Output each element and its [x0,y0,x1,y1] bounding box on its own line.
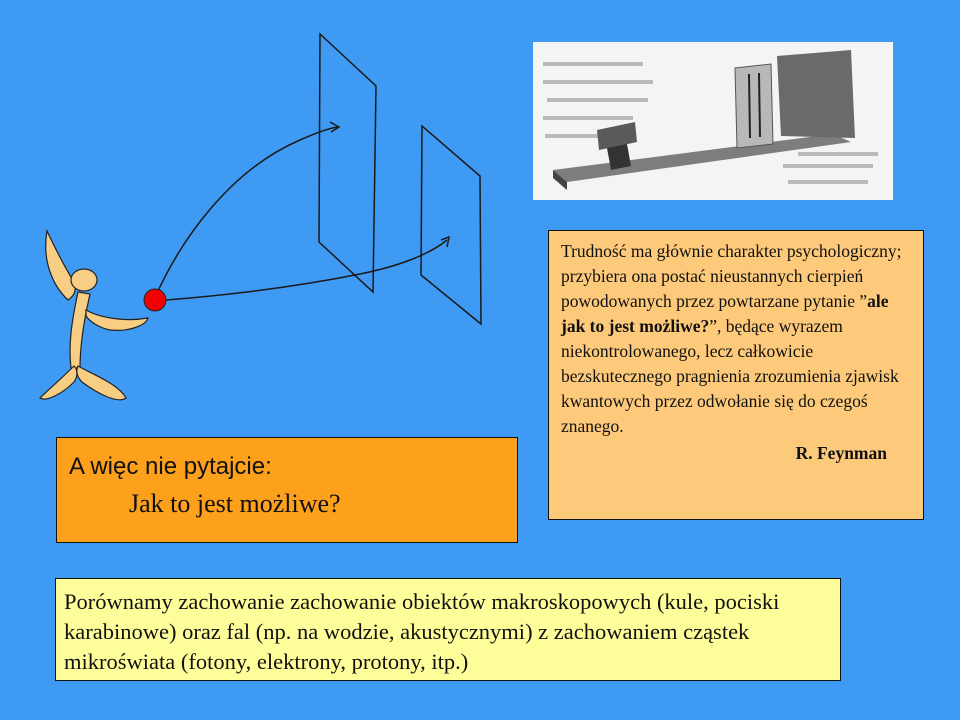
slit-two [759,73,760,137]
quote-text: Trudność ma głównie charakter psychologiczny; przybiera ona postać nieustannych cierpień powodowanych przez powtarzane pytanie ” [561,241,902,311]
slit-plate [735,64,773,148]
comparison-text: Porównamy zachowanie zachowanie obiektów makroskopowych (kule, pociski karabinowe) oraz fal (np. na wodzie, akustycznymi) z zachowaniem cząstek mikroświata (fotony, elektrony, protony, itp.) [64,589,780,674]
slit-one [749,74,750,138]
figure-pointing-arm [86,310,148,330]
figure-left-leg [40,366,77,399]
red-ball [144,289,166,311]
feynman-quote-box [548,230,924,520]
figure-right-leg [77,366,126,400]
source-box [597,122,637,150]
figure-body [70,292,90,368]
source-stand [607,144,631,170]
apparatus-photo [533,42,893,200]
comparison-box [55,578,841,681]
quote-author: R. Feynman [795,443,887,463]
second-screen [421,126,481,324]
thinking-figure [40,231,148,400]
figure-head [71,269,97,291]
quote-text-continued: ”, będące wyrazem niekontrolowanego, lecz całkowicie bezskutecznego pragnienia zrozumienia zjawisk kwantowych przez odwołanie się do czegoś znanego. [561,316,899,436]
first-screen [319,34,376,292]
question-box [56,437,518,543]
question-main: Jak to jest możliwe? [129,489,341,518]
upper-trajectory [154,127,338,300]
figure-raised-arm [46,231,75,300]
optical-bench [553,134,851,182]
lower-trajectory [166,240,447,300]
question-intro: A więc nie pytajcie: [69,453,272,480]
back-screen [777,50,855,138]
quote-emphasis: ale jak to jest możliwe? [561,291,889,336]
